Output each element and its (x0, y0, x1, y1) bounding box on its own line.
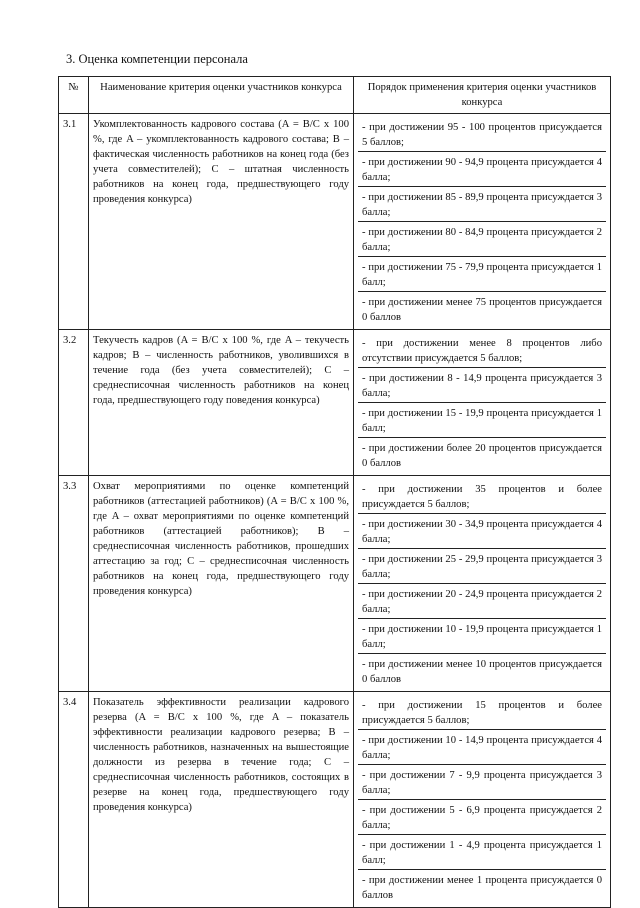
rule-item: - при достижении 35 процентов и более присуждается 5 баллов; (358, 479, 606, 514)
header-num: № (59, 77, 89, 114)
rule-item: - при достижении 15 - 19,9 процента присуждается 1 балл; (358, 403, 606, 438)
rule-item: - при достижении 8 - 14,9 процента присуждается 3 балла; (358, 368, 606, 403)
rule-item: - при достижении 95 - 100 процентов присуждается 5 баллов; (358, 117, 606, 152)
rule-item: - при достижении менее 8 процентов либо отсутствии присуждается 5 баллов; (358, 333, 606, 368)
criterion-rules (354, 330, 611, 476)
row-number: 3.1 (59, 114, 89, 330)
table-row (59, 692, 611, 908)
header-order: Порядок применения критерия оценки участников конкурса (354, 77, 611, 114)
criterion-rules (354, 114, 611, 330)
criterion-rules (354, 692, 611, 908)
rule-item: - при достижении 30 - 34,9 процента присуждается 4 балла; (358, 514, 606, 549)
criterion-name: Охват мероприятиями по оценке компетенций работников (аттестацией работников) (A = B/C x 100 %, где A – охват мероприятиями по оценке компетенций работников (аттестацией работников); B – среднесписочная численность работников, прошедших аттестацию за год; C – среднесписочная численность работников на конец года, предшествующего году проведения конкурса) (89, 476, 354, 692)
table-header-row (59, 77, 611, 114)
rule-item: - при достижении 75 - 79,9 процента присуждается 1 балл; (358, 257, 606, 292)
table-row (59, 114, 611, 330)
table-row (59, 476, 611, 692)
criterion-name: Укомплектованность кадрового состава (A = B/C x 100 %, где A – укомплектованность кадрового состава; B – фактическая численность работников на конец года (без учета совместителей); C – штатная численность работников на конец года, предшествующего году проведения конкурса) (89, 114, 354, 330)
rule-item: - при достижении 5 - 6,9 процента присуждается 2 балла; (358, 800, 606, 835)
header-name: Наименование критерия оценки участников конкурса (89, 77, 354, 114)
criterion-rules (354, 476, 611, 692)
rule-item: - при достижении 90 - 94,9 процента присуждается 4 балла; (358, 152, 606, 187)
rule-item: - при достижении 10 - 19,9 процента присуждается 1 балл; (358, 619, 606, 654)
rule-item: - при достижении 10 - 14,9 процента присуждается 4 балла; (358, 730, 606, 765)
section-title: 3. Оценка компетенции персонала (66, 52, 248, 66)
rule-item: - при достижении 1 - 4,9 процента присуждается 1 балл; (358, 835, 606, 870)
rule-item: - при достижении 25 - 29,9 процента присуждается 3 балла; (358, 549, 606, 584)
row-number: 3.3 (59, 476, 89, 692)
rule-item: - при достижении 20 - 24,9 процента присуждается 2 балла; (358, 584, 606, 619)
criterion-name: Текучесть кадров (A = B/C x 100 %, где A – текучесть кадров; B – численность работников, уволившихся в течение года (без учета совместителей); C – среднесписочная численность работников на конец года, предшествующего году поведения конкурса) (89, 330, 354, 476)
rule-item: - при достижении 7 - 9,9 процента присуждается 3 балла; (358, 765, 606, 800)
rule-item: - при достижении менее 75 процентов присуждается 0 баллов (362, 297, 602, 323)
table-row (59, 330, 611, 476)
rule-item: - при достижении более 20 процентов присуждается 0 баллов (362, 443, 602, 469)
criteria-table (58, 76, 611, 908)
row-number: 3.2 (59, 330, 89, 476)
row-number: 3.4 (59, 692, 89, 908)
rule-item: - при достижении 85 - 89,9 процента присуждается 3 балла; (358, 187, 606, 222)
rule-item: - при достижении 80 - 84,9 процента присуждается 2 балла; (358, 222, 606, 257)
rule-item: - при достижении менее 10 процентов присуждается 0 баллов (362, 659, 602, 685)
rule-item: - при достижении 15 процентов и более присуждается 5 баллов; (358, 695, 606, 730)
criterion-name: Показатель эффективности реализации кадрового резерва (A = B/C x 100 %, где A – показатель эффективности реализации кадрового резерва; B – численность работников, назначенных на вышестоящие должности из резерва в течение года; C – среднесписочная численность работников, состоящих в резерве на конец года, предшествующего году проведения конкурса) (89, 692, 354, 908)
rule-item: - при достижении менее 1 процента присуждается 0 баллов (362, 875, 602, 901)
